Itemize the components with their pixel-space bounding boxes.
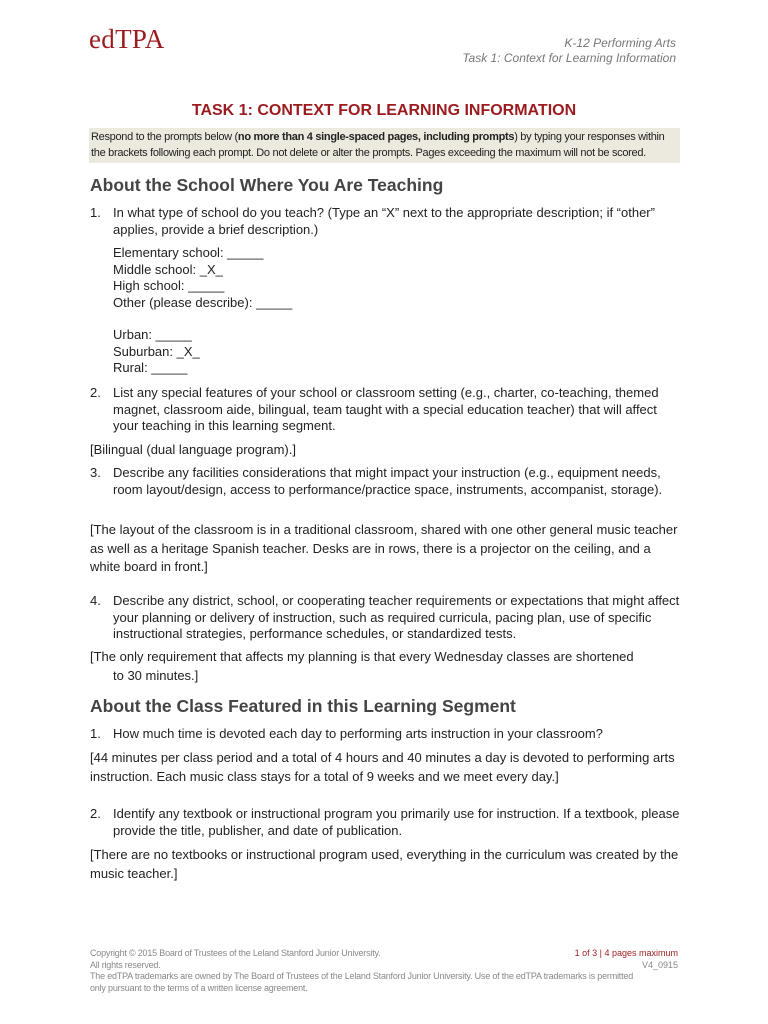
- section1-heading: About the School Where You Are Teaching: [90, 175, 444, 195]
- question-number: 3.: [90, 465, 101, 480]
- s1-answer-3: [The layout of the classroom is in a traditional classroom, shared with one other general music teacher as well as a heritage Spanish teacher. Desks are in rows, there is a projector on the ceiling, and a white board in front.]: [90, 522, 678, 574]
- question-number: 2.: [90, 806, 101, 821]
- school-type-list: [90, 245, 680, 311]
- s1-answer-4: [90, 648, 680, 685]
- page-header: [462, 36, 676, 66]
- school-type-other: Other (please describe): _____: [113, 294, 293, 310]
- question-text: Describe any facilities considerations that might impact your instruction (e.g., equipment needs, room layout/design, access to performance/practice space, instruments, accompanist, storage).: [113, 465, 663, 497]
- footer-copyright: Copyright © 2015 Board of Trustees of the Leland Stanford Junior University.: [90, 948, 381, 958]
- s1-question-2: [90, 385, 680, 435]
- question-text: Describe any district, school, or cooperating teacher requirements or expectations that might affect your planning or delivery of instruction, such as required curricula, pacing plan, use of specific instructional strategies, performance schedules, or standardized tests.: [113, 593, 680, 641]
- footer-page-info: [575, 948, 678, 971]
- setting-rural: Rural: _____: [113, 360, 188, 375]
- page-title: TASK 1: CONTEXT FOR LEARNING INFORMATION: [191, 102, 577, 119]
- question-text: Identify any textbook or instructional program you primarily use for instruction. If a textbook, please provide the title, publisher, and date of publication.: [113, 806, 680, 838]
- header-task: Task 1: Context for Learning Information: [462, 51, 676, 65]
- question-number: 1.: [90, 726, 101, 741]
- s2-answer-2: [There are no textbooks or instructional program used, everything in the curriculum was created by the music teacher.]: [90, 847, 679, 881]
- footer-legal: [90, 948, 650, 994]
- school-type-elementary: Elementary school: _____: [113, 245, 264, 260]
- s1-answer-2: [Bilingual (dual language program).]: [90, 442, 296, 457]
- footer-rights: All rights reserved.: [90, 959, 161, 970]
- school-setting-list: [90, 327, 680, 377]
- question-text: How much time is devoted each day to performing arts instruction in your classroom?: [113, 726, 603, 741]
- instructions-pre: Respond to the prompts below (: [91, 131, 238, 143]
- s1-question-4: [90, 593, 680, 643]
- setting-suburban: Suburban: _X_: [113, 343, 200, 359]
- setting-urban: Urban: _____: [113, 327, 192, 342]
- s2-question-1: [90, 726, 680, 743]
- school-type-high: High school: _____: [113, 278, 225, 293]
- footer-trademark: The edTPA trademarks are owned by The Board of Trustees of the Leland Stanford Junior University. Use of the edTPA trademarks is permitted only pursuant to the terms of a written license agreement.: [90, 971, 634, 993]
- section2-heading: About the Class Featured in this Learning Segment: [90, 696, 516, 716]
- edtpa-logo: edTPA: [89, 24, 165, 54]
- instructions-box: [89, 128, 680, 163]
- instructions-post: ) by typing your responses within the brackets following each prompt. Do not delete or alter the prompts. Pages exceeding the maximum will not be scored.: [91, 131, 665, 159]
- question-text: List any special features of your school or classroom setting (e.g., charter, co-teaching, themed magnet, classroom aide, bilingual, team taught with a special education teacher) that will affect your teaching in this learning segment.: [113, 385, 659, 433]
- header-subject: K-12 Performing Arts: [564, 36, 676, 50]
- s1-question-1: [90, 205, 680, 238]
- question-text: In what type of school do you teach? (Type an “X” next to the appropriate description; if “other” applies, provide a brief description.): [113, 205, 655, 237]
- school-type-middle: Middle school: _X_: [113, 261, 223, 277]
- question-number: 1.: [90, 205, 101, 220]
- page-number: 1 of 3 | 4 pages maximum: [574, 948, 678, 958]
- question-number: 2.: [90, 385, 101, 400]
- instructions-bold: no more than 4 single-spaced pages, including prompts: [237, 131, 515, 143]
- s2-answer-1: [44 minutes per class period and a total of 4 hours and 40 minutes a day is devoted to performing arts instruction. Each music class stays for a total of 9 weeks and we meet every day.]: [90, 750, 675, 784]
- s1-question-3: [90, 465, 680, 498]
- answer-line: [The only requirement that affects my planning is that every Wednesday classes are shortened: [90, 649, 634, 664]
- s2-question-2: [90, 806, 680, 839]
- question-number: 4.: [90, 593, 101, 608]
- answer-line: to 30 minutes.]: [113, 667, 199, 683]
- version-label: V4_0915: [641, 959, 678, 970]
